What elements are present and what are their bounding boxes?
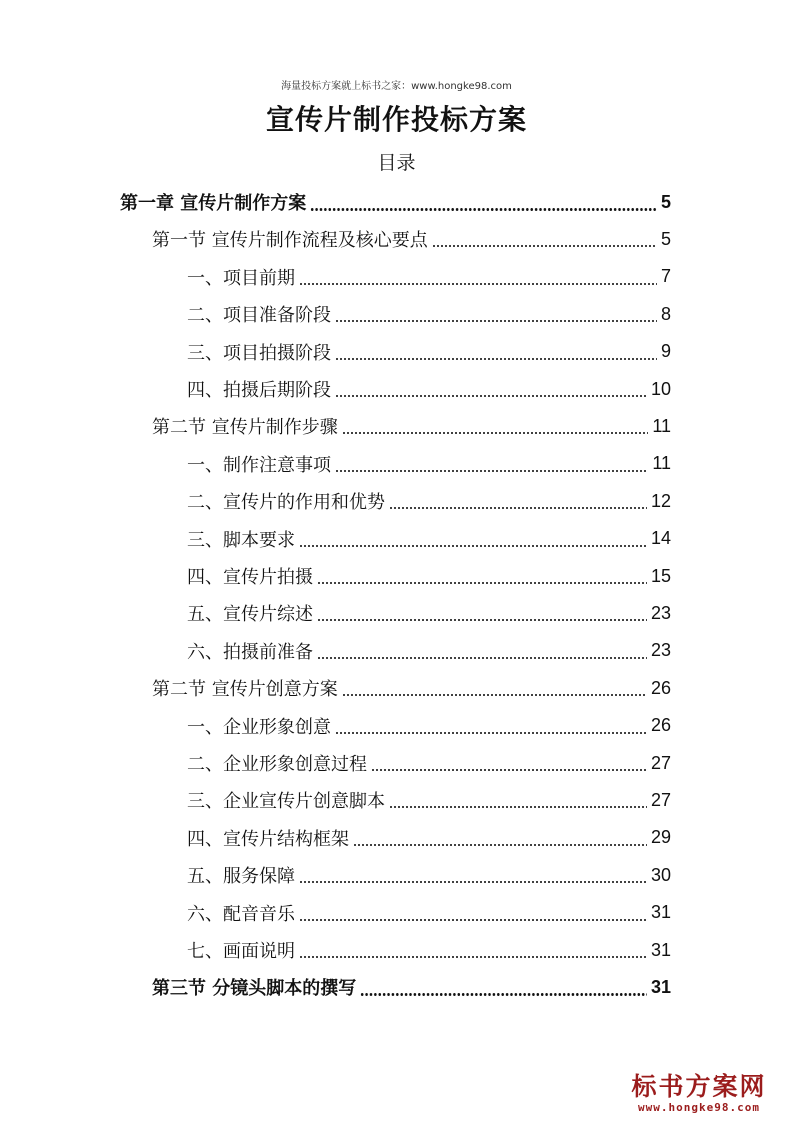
watermark-logo — [619, 1067, 779, 1114]
toc-entry-label: 五、服务保障 — [187, 866, 295, 888]
header-note: 海量投标方案就上标书之家：www.hongke98.com — [281, 81, 512, 92]
toc-dot-leader — [335, 395, 647, 397]
toc-entry-page-number: 11 — [652, 415, 671, 436]
toc-entry-label: 六、配音音乐 — [187, 903, 295, 925]
toc-entry-page-number: 23 — [650, 602, 671, 623]
toc-entry-page-number: 30 — [650, 864, 671, 885]
toc-entry-label: 五、宣传片综述 — [187, 604, 313, 626]
toc-entry[interactable] — [187, 558, 671, 594]
toc-entry-page-number: 11 — [652, 453, 671, 474]
toc-entry[interactable] — [187, 932, 671, 968]
toc-dot-leader — [353, 844, 647, 846]
toc-dot-leader — [299, 881, 647, 883]
toc-entry-page-number: 14 — [650, 528, 671, 549]
toc-entry-label: 第二节 宣传片制作步骤 — [152, 417, 338, 439]
toc-entry-page-number: 26 — [650, 677, 671, 698]
toc-entry-label: 二、宣传片的作用和优势 — [187, 492, 385, 514]
toc-entry-page-number: 5 — [660, 228, 671, 249]
toc-entry[interactable] — [187, 446, 671, 482]
toc-entry-label: 三、项目拍摄阶段 — [187, 342, 331, 364]
toc-entry-page-number: 26 — [650, 715, 671, 736]
toc-entry[interactable] — [187, 708, 671, 744]
toc-entry[interactable] — [152, 408, 671, 444]
toc-entry[interactable] — [120, 184, 671, 220]
toc-entry-page-number: 7 — [660, 266, 671, 287]
toc-entry-label: 一、制作注意事项 — [187, 454, 331, 476]
toc-entry[interactable] — [187, 895, 671, 931]
toc-entry-page-number: 15 — [650, 565, 671, 586]
toc-entry-label: 四、拍摄后期阶段 — [187, 380, 331, 401]
watermark-url: www.hongke98.com — [638, 1101, 760, 1114]
toc-entry-page-number: 9 — [660, 341, 671, 362]
toc-entry-label: 七、画面说明 — [187, 941, 295, 962]
toc-entry[interactable] — [187, 857, 671, 893]
toc-entry[interactable] — [187, 745, 671, 781]
toc-entry[interactable] — [152, 670, 671, 706]
toc-heading: 目录 — [377, 152, 416, 174]
toc-entry-page-number: 31 — [650, 939, 671, 960]
toc-entry-page-number: 31 — [650, 902, 671, 923]
toc-dot-leader — [389, 806, 647, 808]
toc-entry[interactable] — [187, 820, 671, 856]
toc-entry-page-number: 23 — [650, 640, 671, 661]
toc-entry[interactable] — [187, 782, 671, 818]
toc-entry[interactable] — [152, 969, 671, 1005]
toc-entry-label: 一、企业形象创意 — [187, 716, 331, 738]
toc-dot-leader — [317, 657, 647, 659]
toc-entry[interactable] — [152, 221, 671, 257]
toc-dot-leader — [335, 732, 647, 734]
toc-dot-leader — [317, 619, 647, 621]
toc-entry-page-number: 8 — [660, 303, 671, 324]
toc-entry-label: 二、企业形象创意过程 — [187, 754, 367, 775]
document-title: 宣传片制作投标方案 — [265, 103, 527, 136]
toc-dot-leader — [371, 769, 647, 771]
toc-entry-label: 一、项目前期 — [187, 267, 295, 289]
toc-dot-leader — [335, 470, 648, 472]
toc-entry[interactable] — [187, 296, 671, 332]
toc-entry[interactable] — [187, 633, 671, 669]
toc-entry[interactable] — [187, 371, 671, 407]
toc-entry[interactable] — [187, 521, 671, 557]
toc-dot-leader — [360, 993, 647, 996]
toc-entry-label: 第二节 宣传片创意方案 — [152, 679, 338, 701]
toc-entry-label: 四、宣传片拍摄 — [187, 567, 313, 588]
toc-entry-page-number: 31 — [650, 976, 671, 997]
toc-entry-label: 四、宣传片结构框架 — [187, 828, 349, 850]
toc-dot-leader — [310, 208, 657, 211]
toc-entry-page-number: 29 — [650, 827, 671, 848]
toc-entry[interactable] — [187, 595, 671, 631]
toc-entry-page-number: 5 — [660, 191, 671, 212]
toc-dot-leader — [317, 582, 647, 584]
toc-dot-leader — [299, 545, 647, 547]
toc-entry-label: 第三节 分镜头脚本的撰写 — [152, 978, 357, 1000]
toc-dot-leader — [389, 507, 647, 509]
toc-dot-leader — [342, 432, 649, 434]
toc-entry-label: 六、拍摄前准备 — [187, 641, 313, 663]
toc-entry[interactable] — [187, 483, 671, 519]
toc-dot-leader — [432, 245, 657, 247]
toc-dot-leader — [335, 320, 657, 322]
toc-entry-page-number: 27 — [650, 789, 671, 810]
toc-dot-leader — [299, 283, 657, 285]
toc-entry-page-number: 10 — [650, 378, 671, 399]
toc-entry-label: 第一章 宣传片制作方案 — [120, 193, 307, 214]
watermark-title: 标书方案网 — [631, 1072, 767, 1101]
toc-dot-leader — [299, 956, 647, 958]
toc-entry-label: 二、项目准备阶段 — [187, 305, 331, 327]
toc-entry-label: 三、脚本要求 — [187, 529, 295, 551]
toc-entry-page-number: 27 — [650, 752, 671, 773]
toc-dot-leader — [335, 358, 657, 360]
toc-entry-label: 第一节 宣传片制作流程及核心要点 — [152, 230, 428, 252]
toc-dot-leader — [299, 919, 647, 921]
toc-entry-label: 三、企业宣传片创意脚本 — [187, 791, 385, 813]
toc-dot-leader — [342, 694, 647, 696]
toc-entry[interactable] — [187, 334, 671, 370]
toc-entry[interactable] — [187, 259, 671, 295]
toc-entry-page-number: 12 — [650, 490, 671, 511]
